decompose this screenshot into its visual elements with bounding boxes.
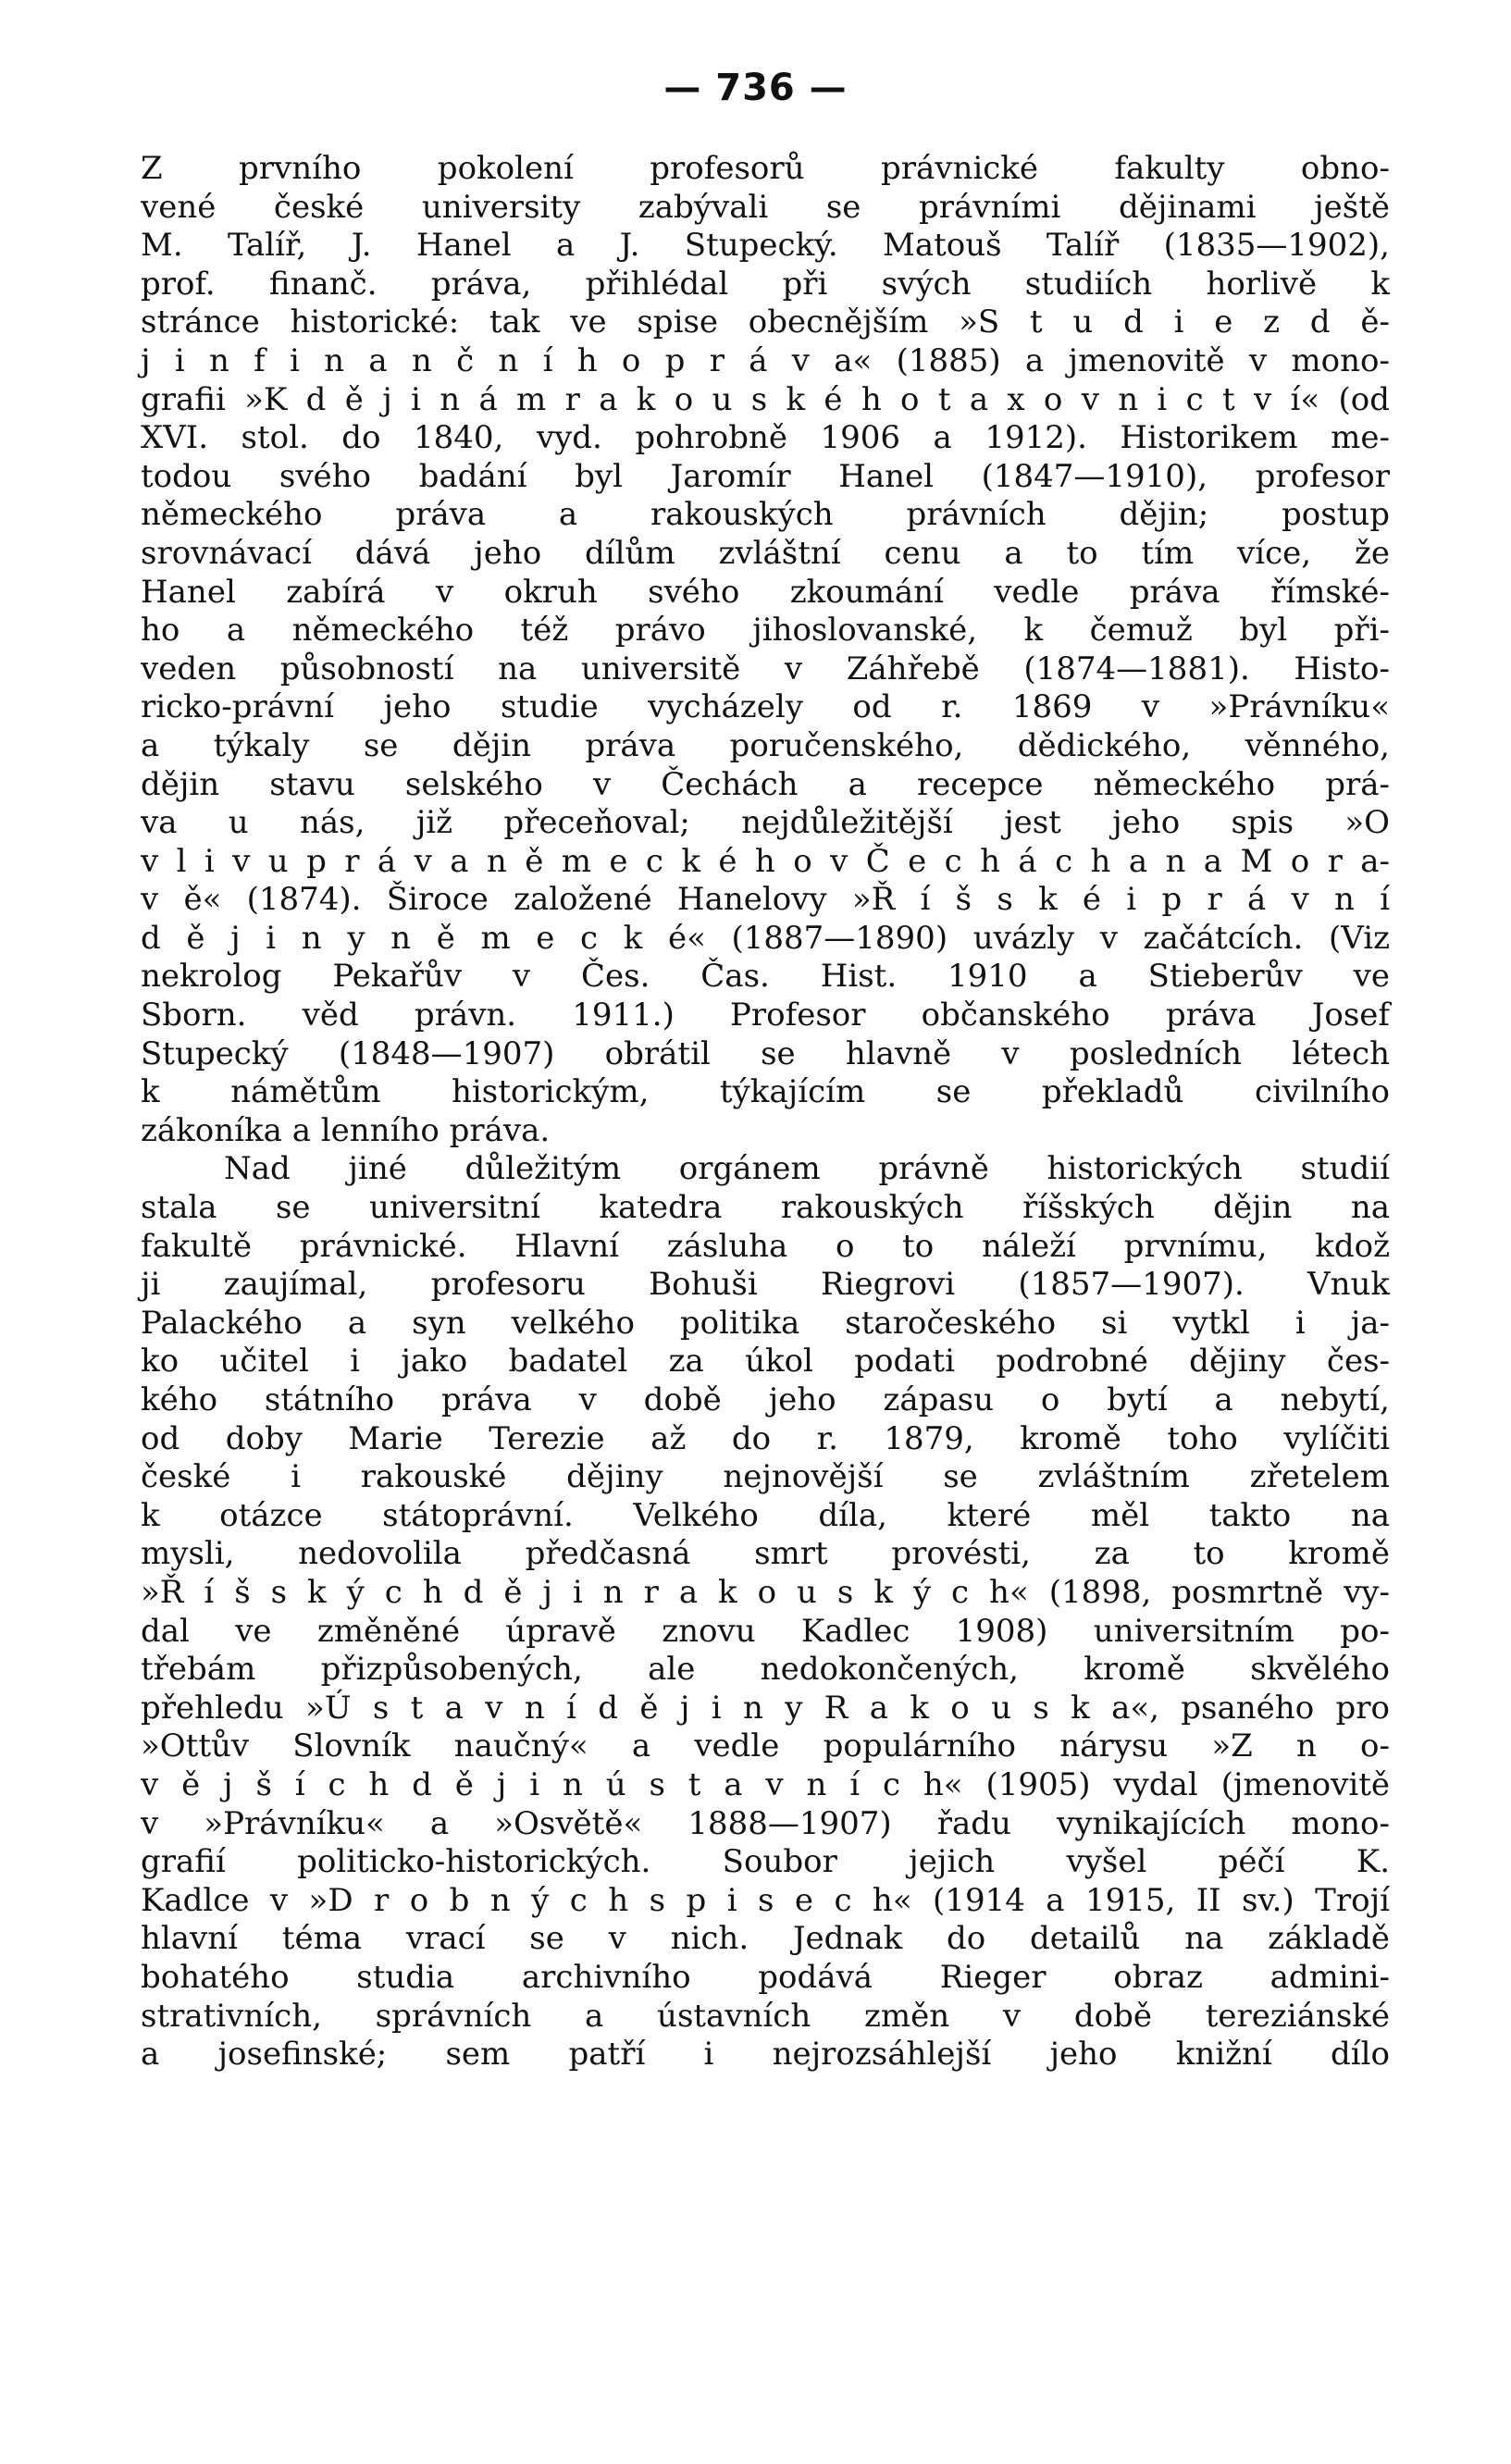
text-line: třebám přizpůsobených, ale nedokončených, kromě skvělého [141,1651,1390,1689]
text-line: a týkaly se dějin práva poručenského, dědického, věnného, [141,726,1390,764]
text-line: v ě j š í c h d ě j i n ú s t a v n í c h« (1905) vydal (jmenovitě [141,1765,1390,1803]
text-line: prof. finanč. práva, přihlédal při svých studiích horlivě k [141,265,1390,303]
text-line: Stupecký (1848—1907) obrátil se hlavně v posledních létech [141,1034,1390,1072]
text-line: veden působností na universitě v Záhřebě (1874—1881). Histo- [141,650,1390,687]
page-number: — 736 — [663,67,848,109]
text-line: německého práva a rakouských právních dějin; postup [141,496,1390,534]
text-line: přehledu »Ú s t a v n í d ě j i n y R a k o u s k a«, psaného pro [141,1689,1390,1727]
text-line: Kadlce v »D r o b n ý c h s p i s e c h« (1914 a 1915, II sv.) Trojí [141,1881,1390,1919]
text-line: grafií politicko-historických. Soubor jejich vyšel péčí K. [141,1843,1390,1881]
text-line: fakultě právnické. Hlavní zásluha o to náleží prvnímu, kdož [141,1227,1390,1265]
text-line: srovnávací dává jeho dílům zvláštní cenu a to tím více, že [141,534,1390,572]
text-line: stránce historické: tak ve spise obecnějším »S t u d i e z d ě- [141,303,1390,341]
text-line: M. Talíř, J. Hanel a J. Stupecký. Matouš Talíř (1835—1902), [141,227,1390,265]
text-line: »Ottův Slovník naučný« a vedle populárního nárysu »Z n o- [141,1727,1390,1765]
text-line: Z prvního pokolení profesorů právnické fakulty obno- [141,150,1390,187]
text-line: k námětům historickým, týkajícím se překladů civilního [141,1073,1390,1111]
text-line: dějin stavu selského v Čechách a recepce německého prá- [141,765,1390,803]
text-line: strativních, správních a ústavních změn v době tereziánské [141,1997,1390,2035]
text-line: j i n f i n a n č n í h o p r á v a« (1885) a jmenovitě v mono- [141,341,1390,379]
text-line: va u nás, již přeceňoval; nejdůležitější jest jeho spis »O [141,804,1390,842]
text-line: grafii »K d ě j i n á m r a k o u s k é h o t a x o v n i c t v í« (od [141,380,1390,418]
text-line: stala se universitní katedra rakouských říšských dějin na [141,1189,1390,1227]
text-line: Palackého a syn velkého politika staročeského si vytkl i ja- [141,1304,1390,1342]
text-line: hlavní téma vrací se v nich. Jednak do detailů na základě [141,1920,1390,1958]
text-line: »Ř í š s k ý c h d ě j i n r a k o u s k ý c h« (1898, posmrtně vy- [141,1573,1390,1611]
body-text [141,150,1390,2074]
text-line: dal ve změněné úpravě znovu Kadlec 1908) universitním po- [141,1612,1390,1650]
text-line: k otázce státoprávní. Velkého díla, které měl takto na [141,1496,1390,1534]
text-line: v »Právníku« a »Osvětě« 1888—1907) řadu vynikajících mono- [141,1804,1390,1842]
text-line: Nad jiné důležitým orgánem právně historických studií [224,1150,1390,1188]
text-line: od doby Marie Terezie až do r. 1879, kromě toho vylíčiti [141,1419,1390,1457]
text-line: mysli, nedovolila předčasná smrt provésti, za to kromě [141,1535,1390,1573]
text-line: kého státního práva v době jeho zápasu o bytí a nebytí, [141,1381,1390,1418]
text-line: a josefinské; sem patří i nejrozsáhlejší jeho knižní dílo [141,2036,1390,2074]
text-line: Sborn. věd právn. 1911.) Profesor občanského práva Josef [141,997,1390,1034]
text-line: zákoníka a lenního práva. [141,1111,551,1149]
text-line: d ě j i n y n ě m e c k é« (1887—1890) uvázly v začátcích. (Viz [141,919,1390,957]
text-line: české i rakouské dějiny nejnovější se zvláštním zřetelem [141,1458,1390,1496]
text-line: ko učitel i jako badatel za úkol podati podrobné dějiny čes- [141,1343,1390,1381]
text-line: v ě« (1874). Široce založené Hanelovy »Ř í š s k é i p r á v n í [141,881,1390,919]
text-line: nekrolog Pekařův v Čes. Čas. Hist. 1910 a Stieberův ve [141,958,1390,996]
text-line: Hanel zabírá v okruh svého zkoumání vedle práva římské- [141,573,1390,611]
text-line: vené české university zabývali se právními dějinami ještě [141,188,1390,226]
text-line: bohatého studia archivního podává Rieger obraz admini- [141,1958,1390,1996]
text-line: ji zaujímal, profesoru Bohuši Riegrovi (1857—1907). Vnuk [141,1266,1390,1304]
text-line: v l i v u p r á v a n ě m e c k é h o v Č e c h á c h a n a M o r a- [141,842,1390,880]
text-line: XVI. stol. do 1840, vyd. pohrobně 1906 a 1912). Historikem me- [141,419,1390,457]
text-line: todou svého badání byl Jaromír Hanel (1847—1910), profesor [141,457,1390,495]
text-line: ho a německého též právo jihoslovanské, k čemuž byl při- [141,612,1390,650]
text-line: ricko-právní jeho studie vycházely od r. 1869 v »Právníku« [141,688,1390,726]
